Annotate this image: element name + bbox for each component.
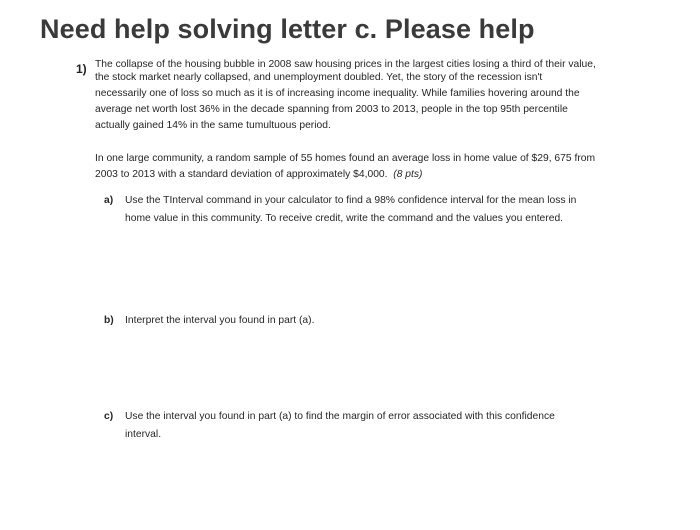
part-c-letter: c): [104, 411, 114, 422]
intro-line: average net worth lost 36% in the decade spanning from 2003 to 2013, people in the top 95th percentile: [95, 104, 568, 115]
page-title: Need help solving letter c. Please help: [40, 14, 535, 44]
part-b-text: [125, 312, 665, 330]
part-a-letter: a): [104, 195, 114, 206]
question-intro: [95, 59, 665, 134]
scenario-line: In one large community, a random sample of 55 homes found an average loss in home value of $29, 675 from: [95, 153, 596, 164]
question-number: 1): [76, 62, 87, 76]
part-c-line: interval.: [125, 429, 162, 440]
part-a-line: home value in this community. To receive credit, write the command and the values you entered.: [125, 213, 564, 224]
part-a-text: [125, 192, 665, 228]
part-a-line: Use the TInterval command in your calculator to find a 98% confidence interval for the mean loss in: [125, 195, 577, 206]
intro-line: necessarily one of loss so much as it is of increasing income inequality. While families hovering around the: [95, 88, 580, 99]
part-c-line: Use the interval you found in part (a) to find the margin of error associated with this confidence: [125, 411, 555, 422]
scenario-line-with-points: [95, 167, 665, 183]
points-label: (8 pts): [393, 169, 423, 180]
part-c-text: [125, 408, 665, 444]
question-scenario: [95, 151, 665, 183]
intro-line: The collapse of the housing bubble in 2008 saw housing prices in the largest cities losing a third of their value,: [95, 59, 596, 70]
intro-line: actually gained 14% in the same tumultuous period.: [95, 120, 331, 131]
scenario-line: 2003 to 2013 with a standard deviation of approximately $4,000.: [95, 169, 388, 180]
intro-line: the stock market nearly collapsed, and unemployment doubled. Yet, the story of the recession isn't: [95, 72, 543, 83]
part-b-line: Interpret the interval you found in part (a).: [125, 315, 315, 326]
part-b-letter: b): [104, 315, 114, 326]
